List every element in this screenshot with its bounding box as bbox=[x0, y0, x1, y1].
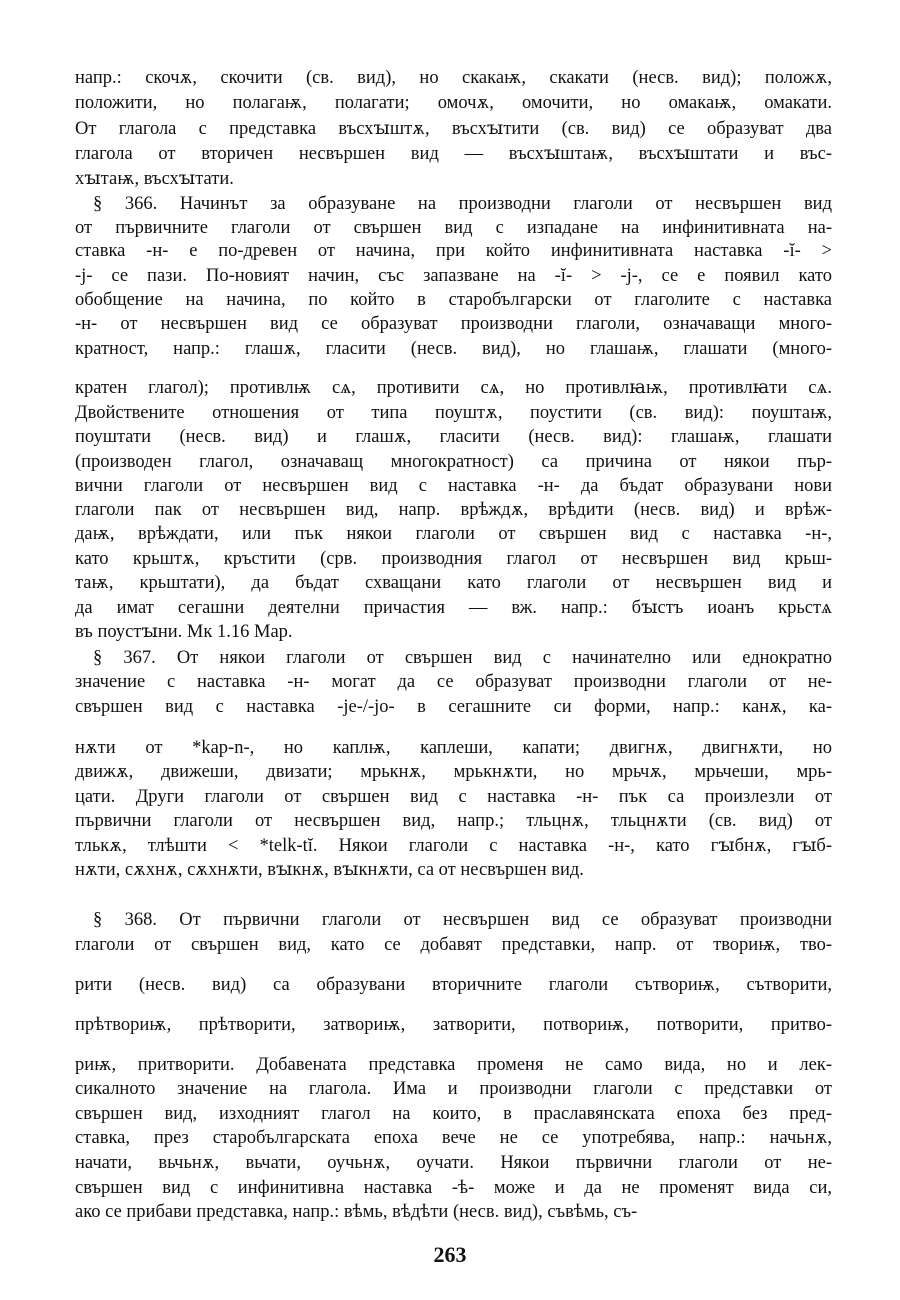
text-line: обобщение на начина, по който в старобългарски от глаголите с наставка bbox=[75, 290, 832, 310]
text-line: хꙑтаѭ, въсхꙑтати. bbox=[75, 169, 234, 189]
text-line: -j- се пази. По-новият начин, със запазване на -ĭ- > -j-, се е появил като bbox=[75, 266, 832, 286]
text-line: глаголи от свършен вид, като се добавят представки, напр. от твориѭ, тво- bbox=[75, 935, 832, 955]
text-line: цати. Други глаголи от свършен вид с наставка -н- пък са произлезли от bbox=[75, 787, 832, 807]
text-line: първични глаголи от несвършен вид, напр.; тльцнѫ, тльцнѫти (св. вид) от bbox=[75, 811, 832, 831]
text-line: като крьштѫ, кръстити (срв. производния глагол от несвършен вид крьш- bbox=[75, 549, 832, 569]
text-line: движѫ, движеши, двизати; мрькнѫ, мрькнѫти, но мрьчѫ, мрьчеши, мрь- bbox=[75, 762, 832, 782]
text-line: значение с наставка -н- могат да се образуват производни глаголи от не- bbox=[75, 672, 832, 692]
text-line: даѭ, врѣждати, или пък някои глаголи от свършен вид с наставка -н-, bbox=[75, 524, 832, 544]
text-line: § 366. Начинът за образуване на производни глаголи от несвършен вид bbox=[93, 194, 832, 214]
text-line: начати, вьчьнѫ, вьчати, оучьнѫ, оучати. Някои първични глаголи от не- bbox=[75, 1153, 832, 1173]
text-line: нѫти, сѫхнѫ, сѫхнѫти, вꙑкнѫ, вꙑкнѫти, са от несвършен вид. bbox=[75, 860, 584, 880]
text-line: ставка, през старобългарската епоха вече не се употребява, напр.: начьнѫ, bbox=[75, 1128, 832, 1148]
text-line: § 367. От някои глаголи от свършен вид с начинателно или еднократно bbox=[93, 648, 832, 668]
text-line: свършен вид, изходният глагол на които, в праславянската епоха без пред- bbox=[75, 1104, 832, 1124]
text-line: от първичните глаголи от свършен вид с изпадане на инфинитивната на- bbox=[75, 218, 832, 238]
text-line: напр.: скочѫ, скочити (св. вид), но скакаѭ, скакати (несв. вид); положѫ, bbox=[75, 68, 832, 88]
text-line: въ поустꙑни. Мк 1.16 Мар. bbox=[75, 622, 293, 642]
text-line: § 368. От първични глаголи от несвършен вид се образуват производни bbox=[93, 910, 832, 930]
text-line: глагола от вторичен несвършен вид — въсхꙑштаѭ, въсхꙑштати и въс- bbox=[75, 144, 832, 164]
text-line: глаголи пак от несвършен вид, напр. врѣждѫ, врѣдити (несв. вид) и врѣж- bbox=[75, 500, 832, 520]
text-line: да имат сегашни деятелни причастия — вж. напр.: бꙑстъ иоанъ крьстѧ bbox=[75, 598, 832, 618]
text-line: вични глаголи от несвършен вид с наставка -н- да бъдат образувани нови bbox=[75, 476, 832, 496]
page-number: 263 bbox=[433, 1242, 467, 1267]
text-line: рити (несв. вид) са образувани вторичните глаголи сътвориѭ, сътворити, bbox=[75, 975, 832, 995]
text-line: От глагола с представка въсхꙑштѫ, въсхꙑтити (св. вид) се образуват два bbox=[75, 119, 832, 139]
text-line: свършен вид с инфинитивна наставка -ѣ- може и да не променят вида си, bbox=[75, 1178, 832, 1198]
text-line: нѫти от *kap-n-, но каплѭ, каплеши, капати; двигнѫ, двигнѫти, но bbox=[75, 738, 832, 758]
text-line: Двойствените отношения от типа поуштѫ, поустити (св. вид): поуштаѭ, bbox=[75, 403, 832, 423]
text-line: кратност, напр.: глашѫ, гласити (несв. вид), но глашаѭ, глашати (много- bbox=[75, 339, 832, 359]
text-line: сикалното значение на глагола. Има и производни глаголи с представки от bbox=[75, 1079, 832, 1099]
text-line: таѭ, крьштати), да бъдат схващани като глаголи от несвършен вид и bbox=[75, 573, 832, 593]
text-line: свършен вид с наставка -je-/-jo- в сегашните си форми, напр.: канѫ, ка- bbox=[75, 697, 832, 717]
text-line: (производен глагол, означаващ многократност) са причина от някои пър- bbox=[75, 452, 832, 472]
text-line: -н- от несвършен вид се образуват производни глаголи, означаващи много- bbox=[75, 314, 832, 334]
text-line: риѭ, притворити. Добавената представка променя не само вида, но и лек- bbox=[75, 1055, 832, 1075]
text-line: прѣтвориѭ, прѣтворити, затвориѭ, затворити, потвориѭ, потворити, притво- bbox=[75, 1015, 832, 1035]
text-line: кратен глагол); противлѭ сѧ, противити сѧ, но противлꙗѭ, противлꙗти сѧ. bbox=[75, 378, 832, 398]
text-line: поуштати (несв. вид) и глашѫ, гласити (несв. вид): глашаѭ, глашати bbox=[75, 427, 832, 447]
text-line: ако се прибави представка, напр.: вѣмь, вѣдѣти (несв. вид), съвѣмь, съ- bbox=[75, 1202, 638, 1222]
text-line: тлькѫ, тлѣшти < *telk-tĭ. Някои глаголи с наставка -н-, като гꙑбнѫ, гꙑб- bbox=[75, 836, 832, 856]
text-line: ставка -н- е по-древен от начина, при който инфинитивната наставка -ĭ- > bbox=[75, 241, 832, 261]
text-line: положити, но полагаѭ, полагати; омочѫ, омочити, но омакаѭ, омакати. bbox=[75, 93, 832, 113]
